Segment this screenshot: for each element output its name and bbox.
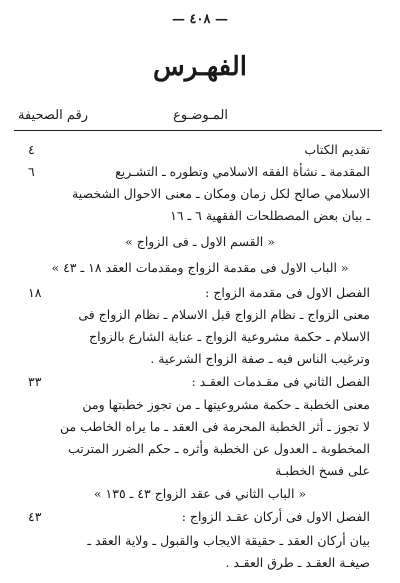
entry-line: المقدمة ـ نشأة الفقه الاسلامي وتطوره ـ التشـريع [115,164,370,179]
page-ref: ٤٣ [28,509,42,524]
entry-line: معنى الخطبة ـ حكمة مشروعيتها ـ من تجوز خطبتها ومن [82,397,370,412]
chapter-heading: « الباب الاول فى مقدمة الزواج ومقدمات العقد ١٨ ـ ٤٣ » [51,260,349,275]
page-ref: ٤ [28,142,35,157]
page-ref: ٦ [28,164,35,179]
entry-line: المخطوبة ـ العدول عن الخطبة وأثره ـ حكم الضرر المترتب [68,441,370,456]
entry-line: على فسخ الخطبـة [275,463,370,478]
entry-line: الفصل الثاني فى مقـدمات العقـد : [191,374,370,389]
section-heading: « القسم الاول ـ فى الزواج » [125,234,275,249]
entry-line: بيان أركان العقد ـ حقيقة الايجاب والقبول ـ ولاية العقد ـ [87,533,370,548]
chapter-heading: « الباب الثاني فى عقد الزواج ٤٣ ـ ١٣٥ » [93,486,307,501]
entry-line: معنى الزواج ـ نظام الزواج قبل الاسلام ـ نظام الزواج فى [78,307,370,322]
page-column-header: رقم الصحيفة [18,108,88,123]
entry-line: الاسلامي صالح لكل زمان ومكان ـ معنى الاحوال الشخصية [72,186,370,201]
entry-line: تقديم الكتاب [304,142,370,157]
entry-line: صيغـة العقـد ـ طرق العقـد . [225,555,370,570]
table-header [18,108,378,123]
entry-line: الاسلام ـ حكمة مشروعية الزواج ـ عناية الشارع بالزواج [89,329,370,344]
entry-line: وترغيب الناس فيه ـ صفة الزواج الشرعية . [150,351,370,366]
page-number: — ٤٠٨ — [171,12,228,27]
page-ref: ٣٣ [28,374,42,389]
page-title: الفهـرس [153,52,247,82]
entry-line: لا تجوز ـ أثر الخطبة المحرمة فى العقد ـ ما يراه الخاطب من [59,419,370,434]
topic-column-header: المـوضـوع [173,108,228,123]
header-divider [14,130,382,131]
page-ref: ١٨ [28,285,42,300]
entry-line: الفصل الاول فى مقدمة الزواج : [205,285,370,300]
entry-line: ـ بيان بعض المصطلحات الفقهية ٦ ـ ١٦ [170,208,370,223]
entry-line: الفصل الاول فى أركان عقـد الزواج : [181,509,370,524]
